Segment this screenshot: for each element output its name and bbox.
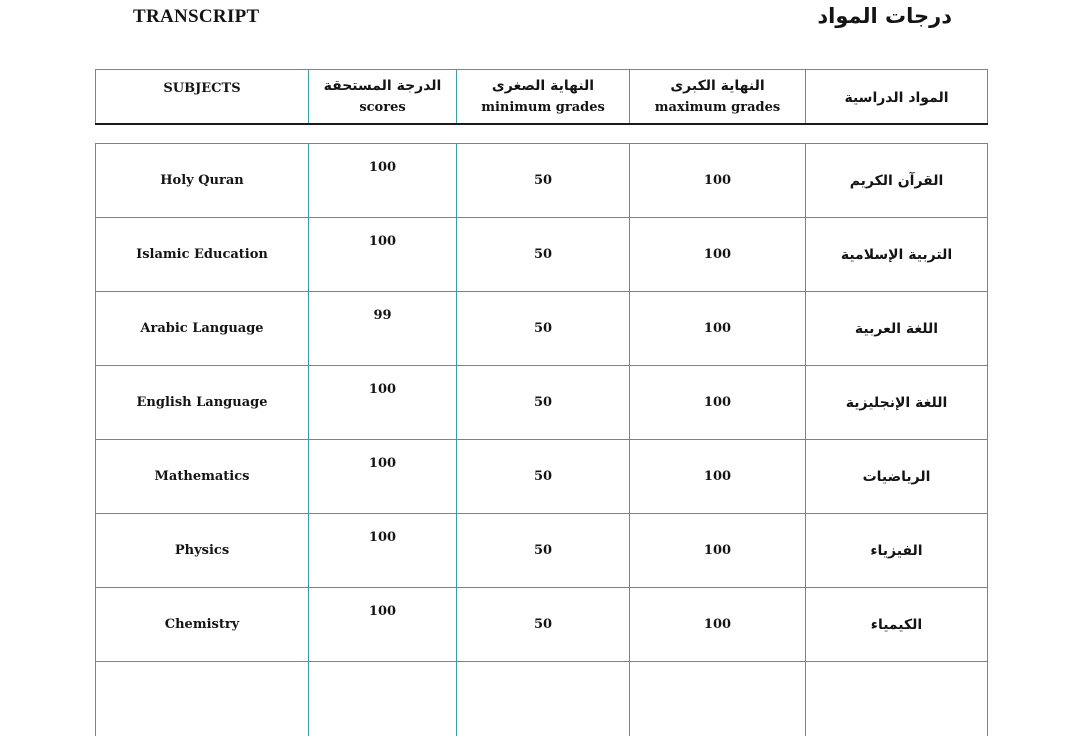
column-header-minimum-english: minimum grades: [481, 99, 605, 115]
column-header-subjects: [96, 70, 309, 124]
subject-arabic-cell: [806, 662, 988, 736]
table-row: [96, 514, 988, 588]
column-header-subject-arabic-label: المواد الدراسية: [844, 89, 949, 106]
score-cell: 100: [309, 144, 457, 218]
page-title-english: TRANSCRIPT: [133, 6, 260, 27]
score-cell: 100: [309, 218, 457, 292]
maximum-grade-cell: 100: [630, 144, 806, 218]
column-header-maximum-arabic: النهاية الكبرى: [670, 77, 765, 94]
subject-english-cell: Arabic Language: [96, 292, 309, 366]
table-row: [96, 218, 988, 292]
maximum-grade-cell: 100: [630, 514, 806, 588]
column-header-maximum-grades: [630, 70, 806, 124]
subject-english-cell: Holy Quran: [96, 144, 309, 218]
column-header-maximum-english: maximum grades: [654, 99, 781, 115]
minimum-grade-cell: 50: [457, 440, 630, 514]
score-cell: 100: [309, 588, 457, 662]
score-cell: 100: [309, 366, 457, 440]
subject-english-cell: Islamic Education: [96, 218, 309, 292]
header-row: [96, 70, 988, 124]
maximum-grade-cell: 100: [630, 588, 806, 662]
subject-arabic-cell: اللغة العربية: [806, 292, 988, 366]
minimum-grade-cell: [457, 662, 630, 736]
subject-arabic-cell: الكيمياء: [806, 588, 988, 662]
column-header-subjects-label: SUBJECTS: [163, 81, 241, 96]
table-row: [96, 366, 988, 440]
maximum-grade-cell: 100: [630, 292, 806, 366]
subject-english-cell: Chemistry: [96, 588, 309, 662]
score-cell: 99: [309, 292, 457, 366]
table-row: [96, 588, 988, 662]
table-row: [96, 292, 988, 366]
minimum-grade-cell: 50: [457, 366, 630, 440]
subject-arabic-cell: الفيزياء: [806, 514, 988, 588]
score-cell: 100: [309, 440, 457, 514]
column-header-scores-arabic: الدرجة المستحقة: [323, 77, 442, 94]
score-cell: [309, 662, 457, 736]
transcript-grades-table: [95, 143, 988, 736]
column-header-subject-arabic: [806, 70, 988, 124]
subject-english-cell: [96, 662, 309, 736]
table-row: [96, 662, 988, 736]
table-row: [96, 440, 988, 514]
subject-arabic-cell: اللغة الإنجليزية: [806, 366, 988, 440]
minimum-grade-cell: 50: [457, 218, 630, 292]
table-row: [96, 144, 988, 218]
subject-english-cell: Mathematics: [96, 440, 309, 514]
page-title-arabic: درجات المواد: [817, 4, 952, 28]
column-header-scores: [309, 70, 457, 124]
minimum-grade-cell: 50: [457, 292, 630, 366]
score-cell: 100: [309, 514, 457, 588]
transcript-header-table: [95, 69, 988, 125]
column-header-scores-english: scores: [359, 99, 406, 115]
subject-english-cell: Physics: [96, 514, 309, 588]
maximum-grade-cell: 100: [630, 440, 806, 514]
subject-english-cell: English Language: [96, 366, 309, 440]
minimum-grade-cell: 50: [457, 144, 630, 218]
maximum-grade-cell: 100: [630, 366, 806, 440]
minimum-grade-cell: 50: [457, 588, 630, 662]
maximum-grade-cell: 100: [630, 218, 806, 292]
subject-arabic-cell: التربية الإسلامية: [806, 218, 988, 292]
column-header-minimum-grades: [457, 70, 630, 124]
minimum-grade-cell: 50: [457, 514, 630, 588]
maximum-grade-cell: [630, 662, 806, 736]
column-header-minimum-arabic: النهاية الصغرى: [491, 77, 595, 94]
subject-arabic-cell: الرياضيات: [806, 440, 988, 514]
subject-arabic-cell: القرآن الكريم: [806, 144, 988, 218]
